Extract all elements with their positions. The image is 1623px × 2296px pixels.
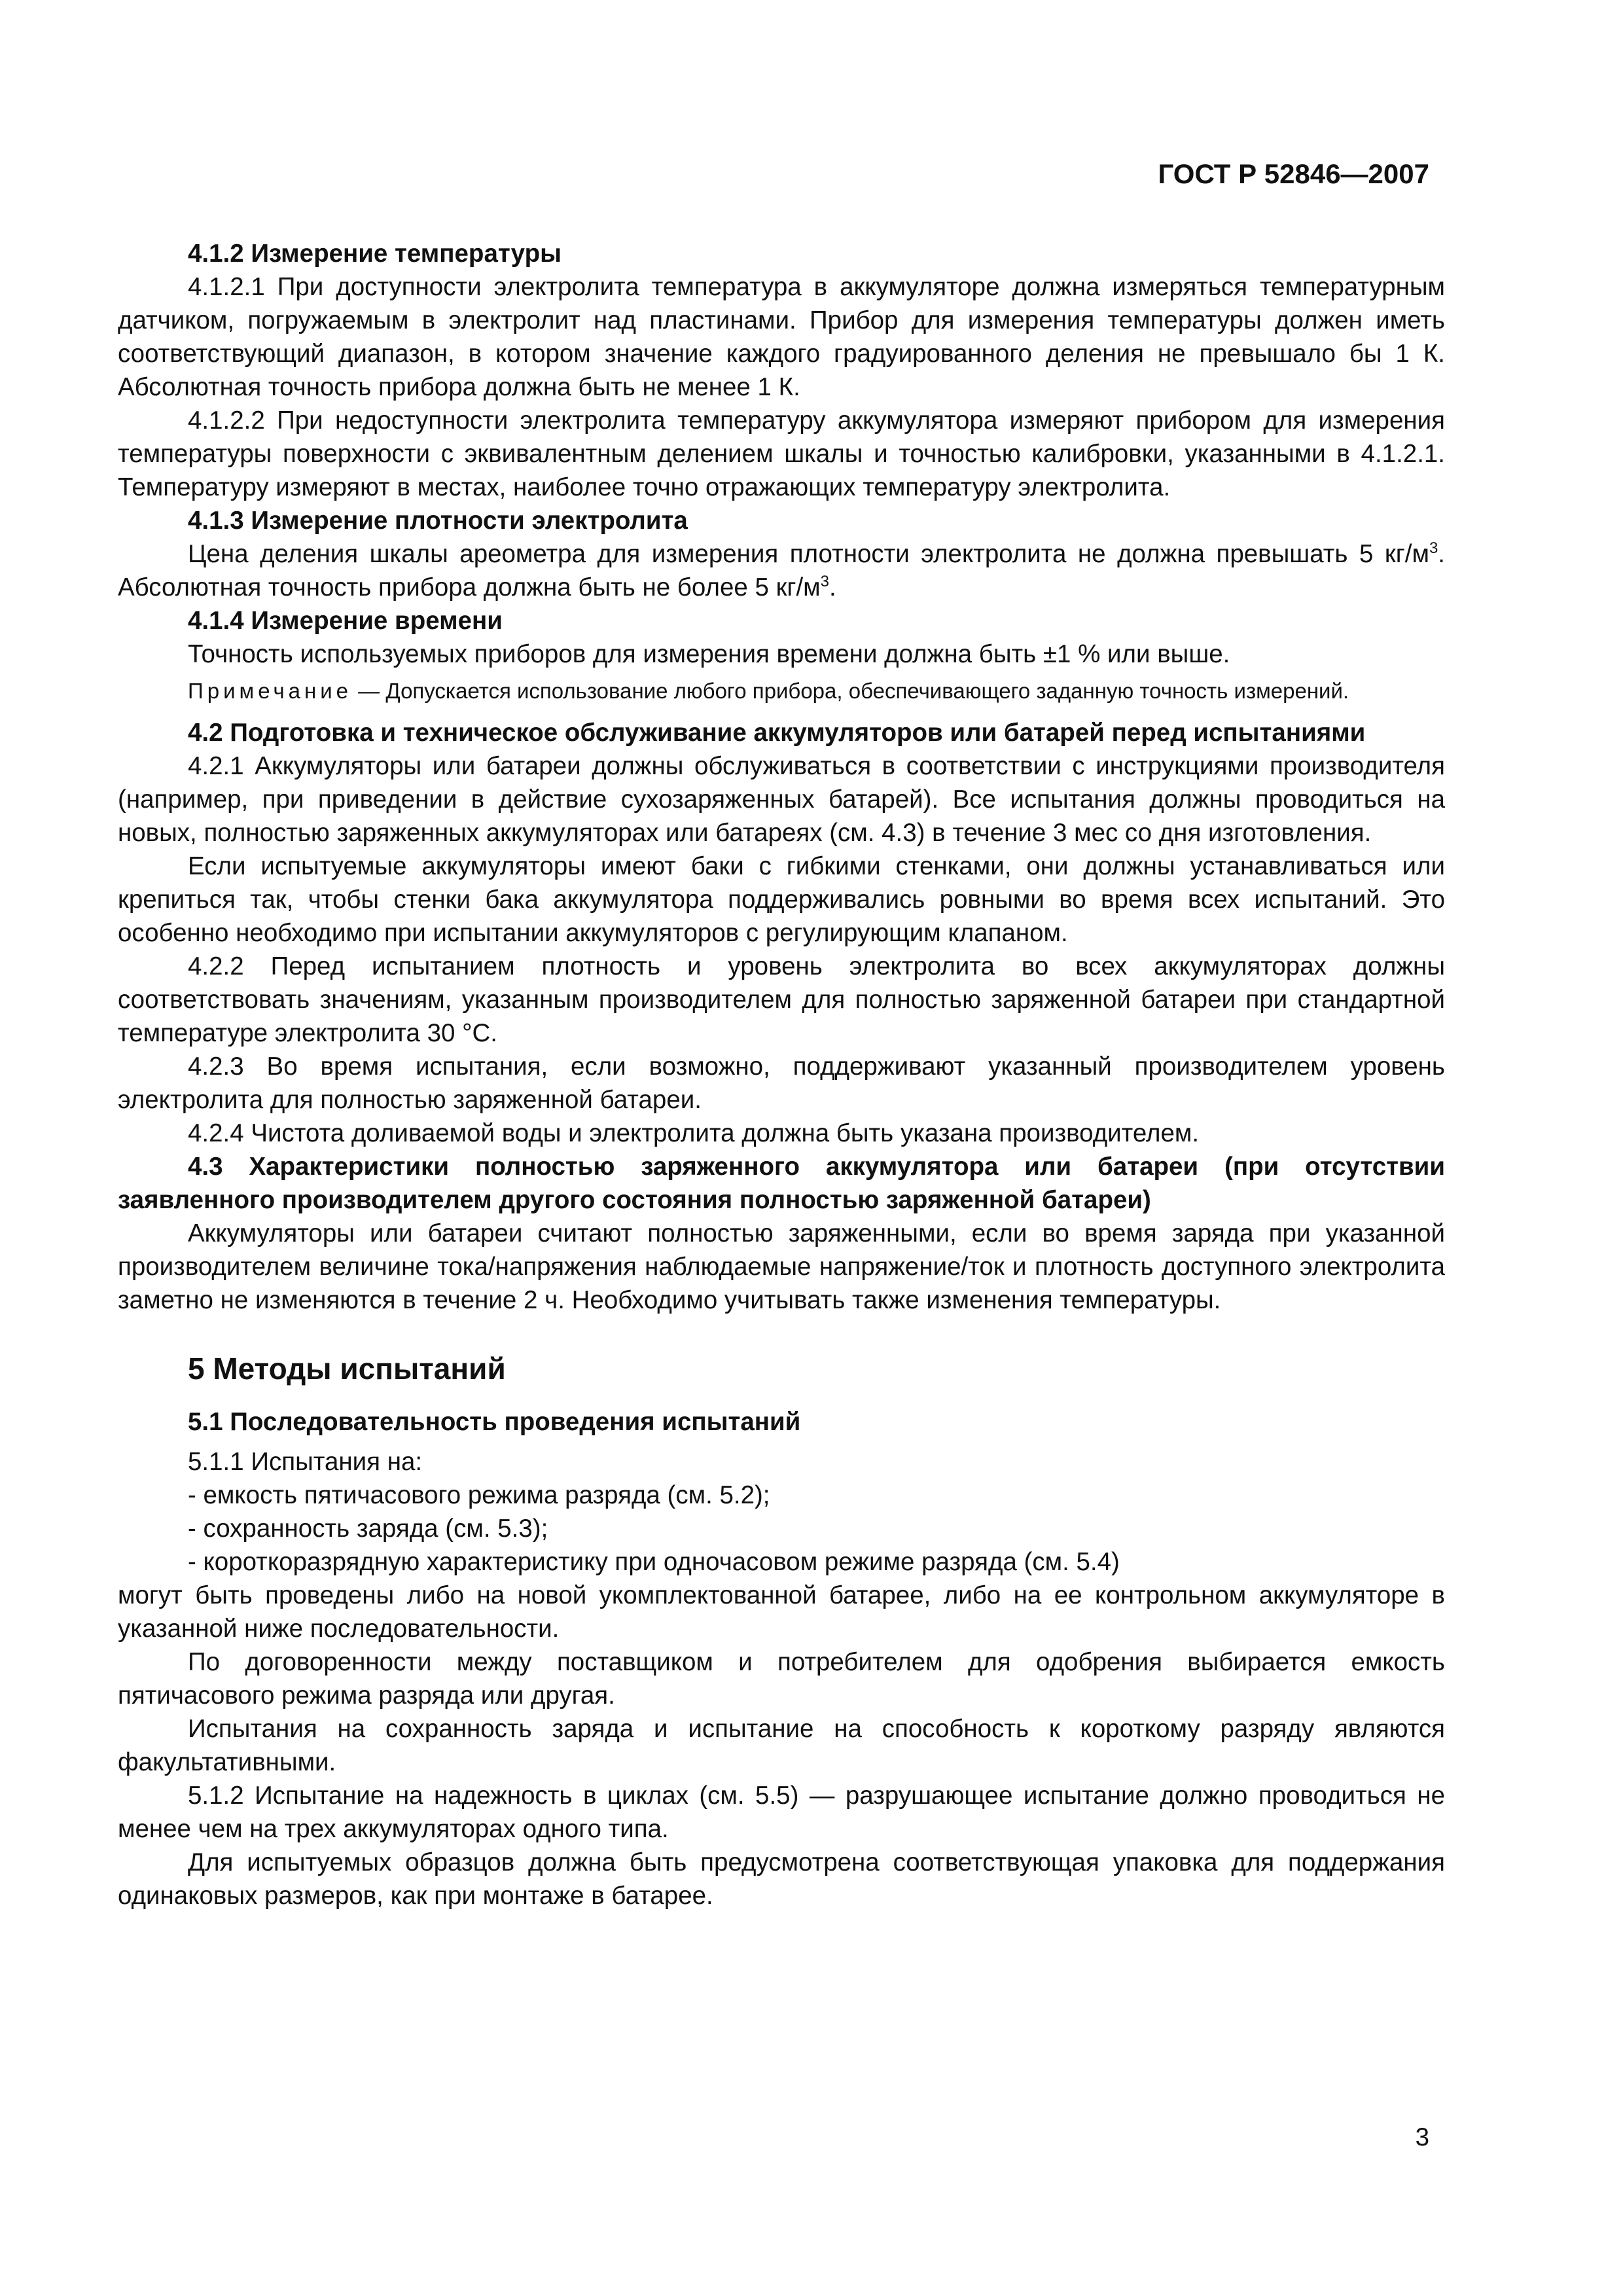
- paragraph-5-1-2-b: Для испытуемых образцов должна быть предусмотрена соответствующая упаковка для поддержания одинаковых размеров, как при монтаже в батарее.: [118, 1848, 1445, 1910]
- superscript: 3: [1429, 539, 1438, 557]
- paragraph-4-3: Аккумуляторы или батареи считают полностью заряженными, если во время заряда при указанной производителем величине тока/напряжения наблюдаемые напряжение/ток и плотность доступного электролита заметно не изменяются в течение 2 ч. Необходимо учитывать также изменения температуры.: [118, 1219, 1445, 1314]
- paragraph-5-1-1-c: Испытания на сохранность заряда и испытание на способность к короткому разряду являются факультативными.: [118, 1715, 1445, 1776]
- paragraph-4-2-3: 4.2.3 Во время испытания, если возможно, поддерживают указанный производителем уровень электролита для полностью заряженной батареи.: [118, 1052, 1445, 1114]
- paragraph-4-1-4: Точность используемых приборов для измерения времени должна быть ±1 % или выше.: [188, 640, 1230, 668]
- note-text: — Допускается использование любого прибора, обеспечивающего заданную точность измерений.: [352, 679, 1349, 703]
- note: [118, 676, 1445, 706]
- list-item: - емкость пятичасового режима разряда (см. 5.2);: [188, 1481, 770, 1509]
- paragraph-5-1-2: 5.1.2 Испытание на надежность в циклах (см. 5.5) — разрушающее испытание должно проводиться не менее чем на трех аккумуляторах одного типа.: [118, 1782, 1445, 1843]
- paragraph-4-2-4: 4.2.4 Чистота доливаемой воды и электролита должна быть указана производителем.: [188, 1119, 1200, 1147]
- list-item: - короткоразрядную характеристику при одночасовом режиме разряда (см. 5.4): [188, 1548, 1120, 1576]
- heading-4-1-4: 4.1.4 Измерение времени: [188, 607, 503, 635]
- density-text-c: .: [829, 573, 836, 601]
- paragraph-4-1-2-1: 4.1.2.1 При доступности электролита температура в аккумуляторе должна измеряться температурным датчиком, погружаемым в электролит над пластинами. Прибор для измерения температуры должен иметь соответствующий диапазон, в котором значение каждого градуированного деления не превышало бы 1 К. Абсолютная точность прибора должна быть не менее 1 К.: [118, 273, 1445, 401]
- document-body: [118, 237, 1445, 1912]
- superscript: 3: [820, 573, 829, 590]
- heading-5-1: 5.1 Последовательность проведения испытаний: [188, 1408, 801, 1436]
- paragraph-4-1-3: [118, 537, 1445, 604]
- paragraph-4-2-1: 4.2.1 Аккумуляторы или батареи должны обслуживаться в соответствии с инструкциями производителя (например, при приведении в действие сухозаряженных батарей). Все испытания должны проводиться на новых, полностью заряженных аккумуляторах или батареях (см. 4.3) в течение 3 мес со дня изготовления.: [118, 752, 1445, 847]
- paragraph-4-2-2: 4.2.2 Перед испытанием плотность и уровень электролита во всех аккумуляторах должны соответствовать значениям, указанным производителем для полностью заряженной батареи при стандартной температуре электролита 30 °С.: [118, 952, 1445, 1047]
- paragraph-5-1-1-b: По договоренности между поставщиком и потребителем для одобрения выбирается емкость пятичасового режима разряда или другая.: [118, 1648, 1445, 1710]
- density-text-b: . Абсолютная точность прибора должна быть не более 5 кг/м: [118, 540, 1445, 601]
- paragraph-5-1-1-continuation: могут быть проведены либо на новой укомплектованной батарее, либо на ее контрольном аккумуляторе в указанной ниже последовательности.: [118, 1581, 1445, 1643]
- heading-4-1-2: 4.1.2 Измерение температуры: [188, 240, 562, 268]
- paragraph-5-1-1: 5.1.1 Испытания на:: [188, 1448, 423, 1476]
- page-number: 3: [1415, 2123, 1429, 2151]
- density-text-a: Цена деления шкалы ареометра для измерения плотности электролита не должна превышать 5 кг/м: [188, 540, 1429, 568]
- heading-4-2: 4.2 Подготовка и техническое обслуживание аккумуляторов или батарей перед испытаниями: [188, 719, 1366, 747]
- paragraph-4-2-1-b: Если испытуемые аккумуляторы имеют баки с гибкими стенками, они должны устанавливаться или крепиться так, чтобы стенки бака аккумулятора поддерживались ровными во время всех испытаний. Это особенно необходимо при испытании аккумуляторов с регулирующим клапаном.: [118, 852, 1445, 947]
- list-item: - сохранность заряда (см. 5.3);: [188, 1515, 548, 1543]
- heading-4-1-3: 4.1.3 Измерение плотности электролита: [188, 507, 688, 535]
- note-label: Примечание: [188, 679, 353, 703]
- standard-header: ГОСТ Р 52846—2007: [1158, 158, 1429, 189]
- heading-5: 5 Методы испытаний: [188, 1352, 506, 1386]
- heading-4-3: 4.3 Характеристики полностью заряженного аккумулятора или батареи (при отсутствии заявленного производителем другого состояния полностью заряженной батареи): [118, 1153, 1445, 1214]
- paragraph-4-1-2-2: 4.1.2.2 При недоступности электролита температуру аккумулятора измеряют прибором для измерения температуры поверхности с эквивалентным делением шкалы и точностью калибровки, указанными в 4.1.2.1. Температуру измеряют в местах, наиболее точно отражающих температуру электролита.: [118, 406, 1445, 501]
